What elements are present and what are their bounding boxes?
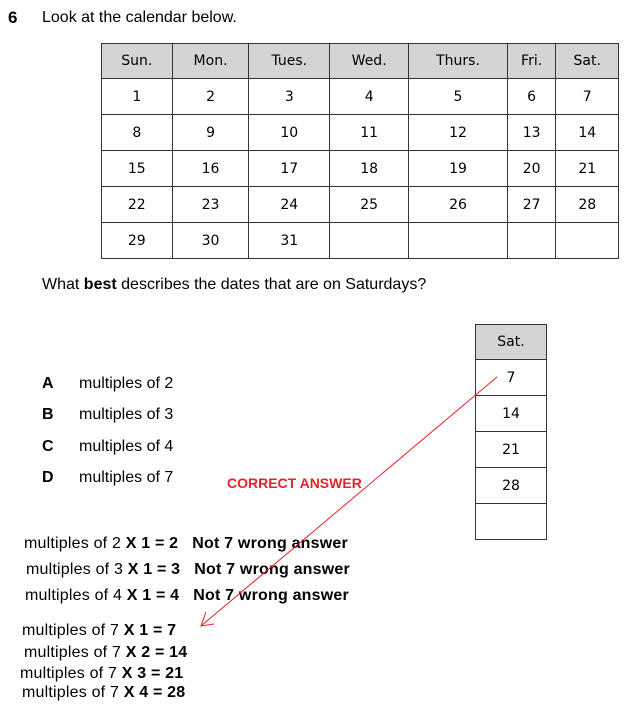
calendar-header: Thurs. bbox=[409, 44, 508, 79]
work-phrase: multiples of 4 bbox=[25, 587, 127, 604]
option-letter: A bbox=[42, 375, 54, 392]
calendar-cell: 24 bbox=[249, 187, 330, 223]
work-equation: X 1 = 3 bbox=[127, 561, 181, 578]
correct-answer-label: CORRECT ANSWER bbox=[227, 475, 362, 491]
work-phrase: multiples of 7 bbox=[20, 665, 122, 682]
sat-cell: 21 bbox=[476, 432, 547, 468]
calendar-cell: 26 bbox=[409, 187, 508, 223]
q-after: describes the dates that are on Saturdays? bbox=[116, 276, 427, 293]
option-text: multiples of 2 bbox=[79, 375, 174, 392]
calendar-cell: 16 bbox=[172, 151, 249, 187]
calendar-header: Tues. bbox=[249, 44, 330, 79]
calendar-cell: 10 bbox=[249, 115, 330, 151]
calendar-cell: 31 bbox=[249, 223, 330, 259]
calendar-cell: 23 bbox=[172, 187, 249, 223]
work-note: Not 7 wrong answer bbox=[194, 561, 350, 578]
calendar-cell: 4 bbox=[330, 79, 409, 115]
calendar-cell: 2 bbox=[172, 79, 249, 115]
calendar-cell: 11 bbox=[330, 115, 409, 151]
calendar-cell: 9 bbox=[172, 115, 249, 151]
calendar-header: Fri. bbox=[507, 44, 556, 79]
calendar-cell: 18 bbox=[330, 151, 409, 187]
calendar-cell: 8 bbox=[102, 115, 173, 151]
calendar-cell: 13 bbox=[507, 115, 556, 151]
calendar-cell: 6 bbox=[507, 79, 556, 115]
calendar-header: Mon. bbox=[172, 44, 249, 79]
work-equation: X 2 = 14 bbox=[125, 644, 188, 661]
work-equation: X 1 = 2 bbox=[125, 535, 179, 552]
calendar-cell: 5 bbox=[409, 79, 508, 115]
work-phrase: multiples of 2 bbox=[24, 535, 126, 552]
calendar-cell: 7 bbox=[556, 79, 619, 115]
sat-header: Sat. bbox=[476, 325, 547, 360]
calendar-cell: 15 bbox=[102, 151, 173, 187]
work-phrase: multiples of 7 bbox=[24, 644, 126, 661]
calendar-cell: 20 bbox=[507, 151, 556, 187]
work-note: Not 7 wrong answer bbox=[192, 535, 348, 552]
calendar-cell: 29 bbox=[102, 223, 173, 259]
calendar-cell: 22 bbox=[102, 187, 173, 223]
calendar-cell: 25 bbox=[330, 187, 409, 223]
calendar-header: Sat. bbox=[556, 44, 619, 79]
work-phrase: multiples of 3 bbox=[26, 561, 128, 578]
calendar-cell: 27 bbox=[507, 187, 556, 223]
option-letter: B bbox=[42, 406, 54, 423]
q-before: What bbox=[42, 276, 84, 293]
q-bold: best bbox=[83, 276, 117, 293]
question-number: 6 bbox=[8, 8, 18, 27]
work-equation: X 1 = 4 bbox=[126, 587, 180, 604]
option-letter: D bbox=[42, 469, 54, 486]
option-letter: C bbox=[42, 438, 54, 455]
calendar-header: Wed. bbox=[330, 44, 409, 79]
calendar-cell: 17 bbox=[249, 151, 330, 187]
calendar-header: Sun. bbox=[102, 44, 173, 79]
calendar-cell: 30 bbox=[172, 223, 249, 259]
option-text: multiples of 7 bbox=[79, 469, 174, 486]
work-equation: X 1 = 7 bbox=[123, 622, 177, 639]
calendar-cell: 28 bbox=[556, 187, 619, 223]
sat-cell: 28 bbox=[476, 468, 547, 504]
arrow-line bbox=[201, 377, 497, 626]
sat-cell: 14 bbox=[476, 396, 547, 432]
option-text: multiples of 4 bbox=[79, 438, 174, 455]
calendar-cell: 14 bbox=[556, 115, 619, 151]
calendar-cell: 1 bbox=[102, 79, 173, 115]
question-prompt: Look at the calendar below. bbox=[42, 9, 237, 26]
work-equation: X 4 = 28 bbox=[123, 684, 186, 701]
work-equation: X 3 = 21 bbox=[121, 665, 184, 682]
calendar-cell: 3 bbox=[249, 79, 330, 115]
work-phrase: multiples of 7 bbox=[22, 684, 124, 701]
sat-cell: 7 bbox=[476, 360, 547, 396]
calendar-cell: 21 bbox=[556, 151, 619, 187]
calendar-cell: 12 bbox=[409, 115, 508, 151]
work-phrase: multiples of 7 bbox=[22, 622, 124, 639]
work-note: Not 7 wrong answer bbox=[193, 587, 349, 604]
calendar-cell: 19 bbox=[409, 151, 508, 187]
option-text: multiples of 3 bbox=[79, 406, 174, 423]
